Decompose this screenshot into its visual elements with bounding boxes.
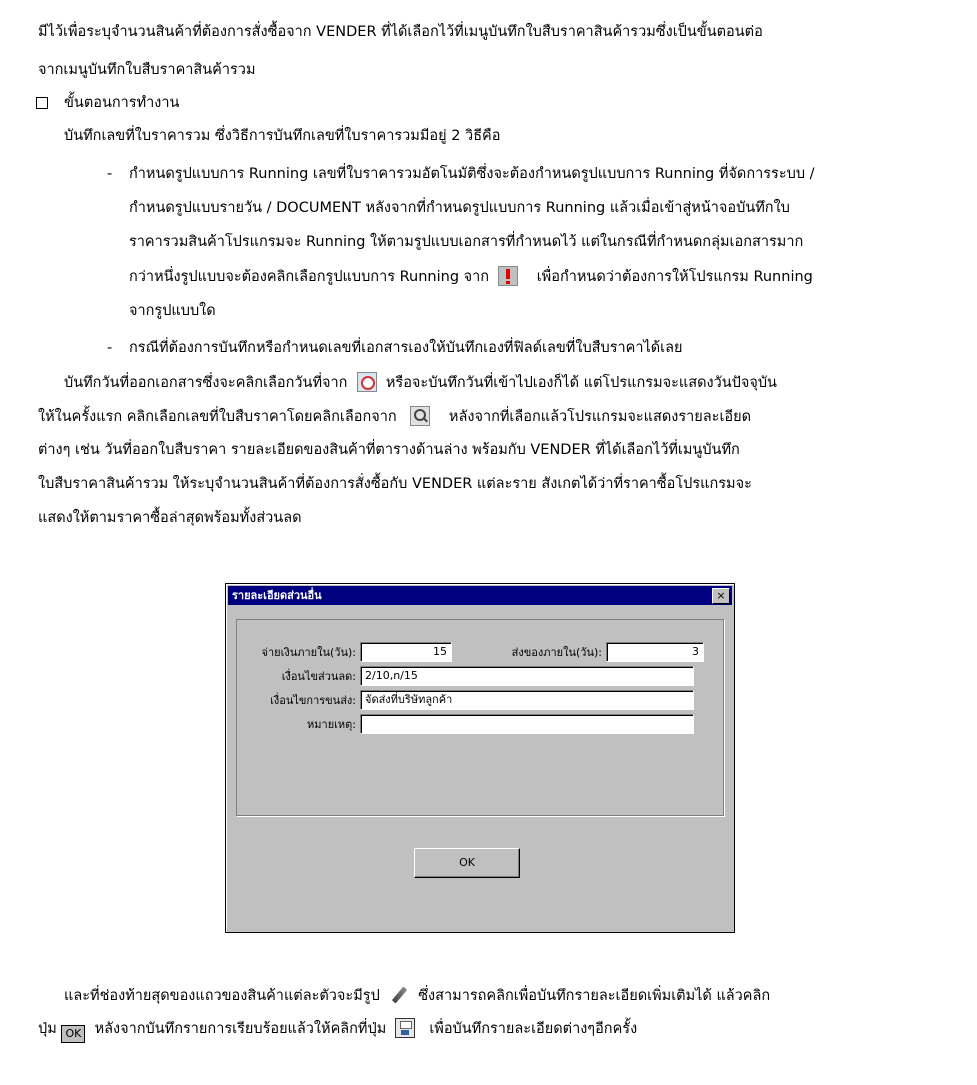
bullet1-line-2: กำหนดรูปแบบรายวัน / DOCUMENT หลังจากที่กำหนดรูปแบบการ Running แล้วเมื่อเข้าสู่หน้าจอบันทึกใบ — [129, 200, 790, 216]
para2-line-2a: ให้ในครั้งแรก คลิกเลือกเลขที่ใบสืบราคาโดยคลิกเลือกจาก — [38, 409, 397, 425]
section-heading: ขั้นตอนการทำงาน — [64, 95, 180, 111]
checkbox-bullet-icon — [36, 97, 48, 109]
remarks-field[interactable] — [360, 714, 694, 734]
bullet2-line: กรณีที่ต้องการบันทึกหรือกำหนดเลขที่เอกสารเองให้บันทึกเองที่ฟิลด์เลขที่ใบสืบราคาได้เลย — [129, 340, 683, 356]
para2-line-2b: หลังจากที่เลือกแล้วโปรแกรมจะแสดงรายละเอียด — [448, 409, 752, 425]
dash-bullet-2: - — [107, 340, 113, 356]
pay-within-label: จ่ายเงินภายใน(วัน): — [261, 646, 356, 659]
footer-line-2 — [38, 1018, 637, 1043]
ok-button[interactable]: OK — [414, 848, 520, 878]
footer-line-2a: ปุ่ม — [38, 1021, 57, 1037]
bullet1-line-5: จากรูปแบบใด — [129, 303, 216, 319]
para2-line-1b: หรือจะบันทึกวันที่เข้าไปเองก็ได้ แต่โปรแกรมจะแสดงวันปัจจุบัน — [385, 375, 777, 391]
para2-line-4: ใบสืบราคาสินค้ารวม ให้ระบุจำนวนสินค้าที่ต้องการสั่งซื้อกับ VENDER แต่ละราย สังเกตได้ว่าที่ราคาซื้อโปรแกรมจะ — [38, 476, 752, 492]
bullet1-line-4a: กว่าหนึ่งรูปแบบจะต้องคลิกเลือกรูปแบบการ Running จาก — [129, 269, 490, 285]
bullet1-line-1: กำหนดรูปแบบการ Running เลขที่ใบราคารวมอัตโนมัติซึ่งจะต้องกำหนดรูปแบบการ Running ที่จัดการระบบ / — [129, 166, 815, 182]
discount-terms-label: เงื่อนไขส่วนลด: — [281, 670, 356, 683]
footer-line-2b: หลังจากบันทึกรายการเรียบร้อยแล้วให้คลิกที่ปุ่ม — [94, 1021, 387, 1037]
footer-line-1 — [64, 985, 770, 1006]
para2-line-3: ต่างๆ เช่น วันที่ออกใบสืบราคา รายละเอียดของสินค้าที่ตารางด้านล่าง พร้อมกับ VENDER ที่ได้เลือกไว้ที่เมนูบันทึก — [38, 442, 740, 458]
para2-line-5: แสดงให้ตามราคาซื้อล่าสุดพร้อมทั้งส่วนลด — [38, 510, 302, 526]
footer-line-1a: และที่ช่องท้ายสุดของแถวของสินค้าแต่ละตัวจะมีรูป — [64, 988, 380, 1004]
intro-line-2: จากเมนูบันทึกใบสืบราคาสินค้ารวม — [38, 62, 256, 78]
dialog-titlebar — [228, 586, 732, 605]
shipping-terms-label: เงื่อนไขการขนส่ง: — [270, 694, 356, 707]
deliver-within-field[interactable]: 3 — [606, 642, 704, 662]
close-icon[interactable]: × — [712, 588, 730, 604]
pay-within-field[interactable]: 15 — [360, 642, 452, 662]
bullet1-line-4b: เพื่อกำหนดว่าต้องการให้โปรแกรม Running — [536, 269, 813, 285]
other-details-dialog — [225, 583, 735, 933]
footer-line-1b: ซึ่งสามารถคลิกเพื่อบันทึกรายละเอียดเพิ่มเติมได้ แล้วคลิก — [418, 988, 771, 1004]
pencil-edit-icon — [389, 985, 409, 1005]
discount-terms-field[interactable]: 2/10,n/15 — [360, 666, 694, 686]
dash-bullet-1: - — [107, 166, 113, 182]
search-lookup-icon — [410, 406, 430, 426]
deliver-within-label: ส่งของภายใน(วัน): — [511, 646, 602, 659]
calendar-clock-icon — [357, 372, 377, 392]
save-disk-icon — [395, 1018, 415, 1038]
running-format-icon — [498, 266, 518, 286]
para2-line-1a: บันทึกวันที่ออกเอกสารซึ่งจะคลิกเลือกวันที่จาก — [64, 375, 348, 391]
bullet1-line-3: ราคารวมสินค้าโปรแกรมจะ Running ให้ตามรูปแบบเอกสารที่กำหนดไว้ แต่ในกรณีที่กำหนดกลุ่มเอกสารมาก — [129, 234, 804, 250]
footer-line-2c: เพื่อบันทึกรายละเอียดต่างๆอีกครั้ง — [429, 1021, 638, 1037]
dialog-title: รายละเอียดส่วนอื่น — [232, 589, 322, 602]
bullet1-line-4 — [129, 266, 813, 287]
para2-line-2 — [38, 406, 751, 427]
remarks-label: หมายเหตุ: — [307, 718, 356, 731]
intro-line-1: มีไว้เพื่อระบุจำนวนสินค้าที่ต้องการสั่งซื้อจาก VENDER ที่ได้เลือกไว้ที่เมนูบันทึกใบสืบราคาสินค้ารวมซึ่งเป็นขั้นตอนต่อ — [38, 24, 763, 40]
para2-line-1 — [64, 372, 777, 393]
shipping-terms-field[interactable]: จัดส่งที่บริษัทลูกค้า — [360, 690, 694, 710]
ok-button-icon: OK — [61, 1025, 85, 1043]
step-intro: บันทึกเลขที่ใบราคารวม ซึ่งวิธีการบันทึกเลขที่ใบราคารวมมีอยู่ 2 วิธีคือ — [64, 128, 501, 144]
